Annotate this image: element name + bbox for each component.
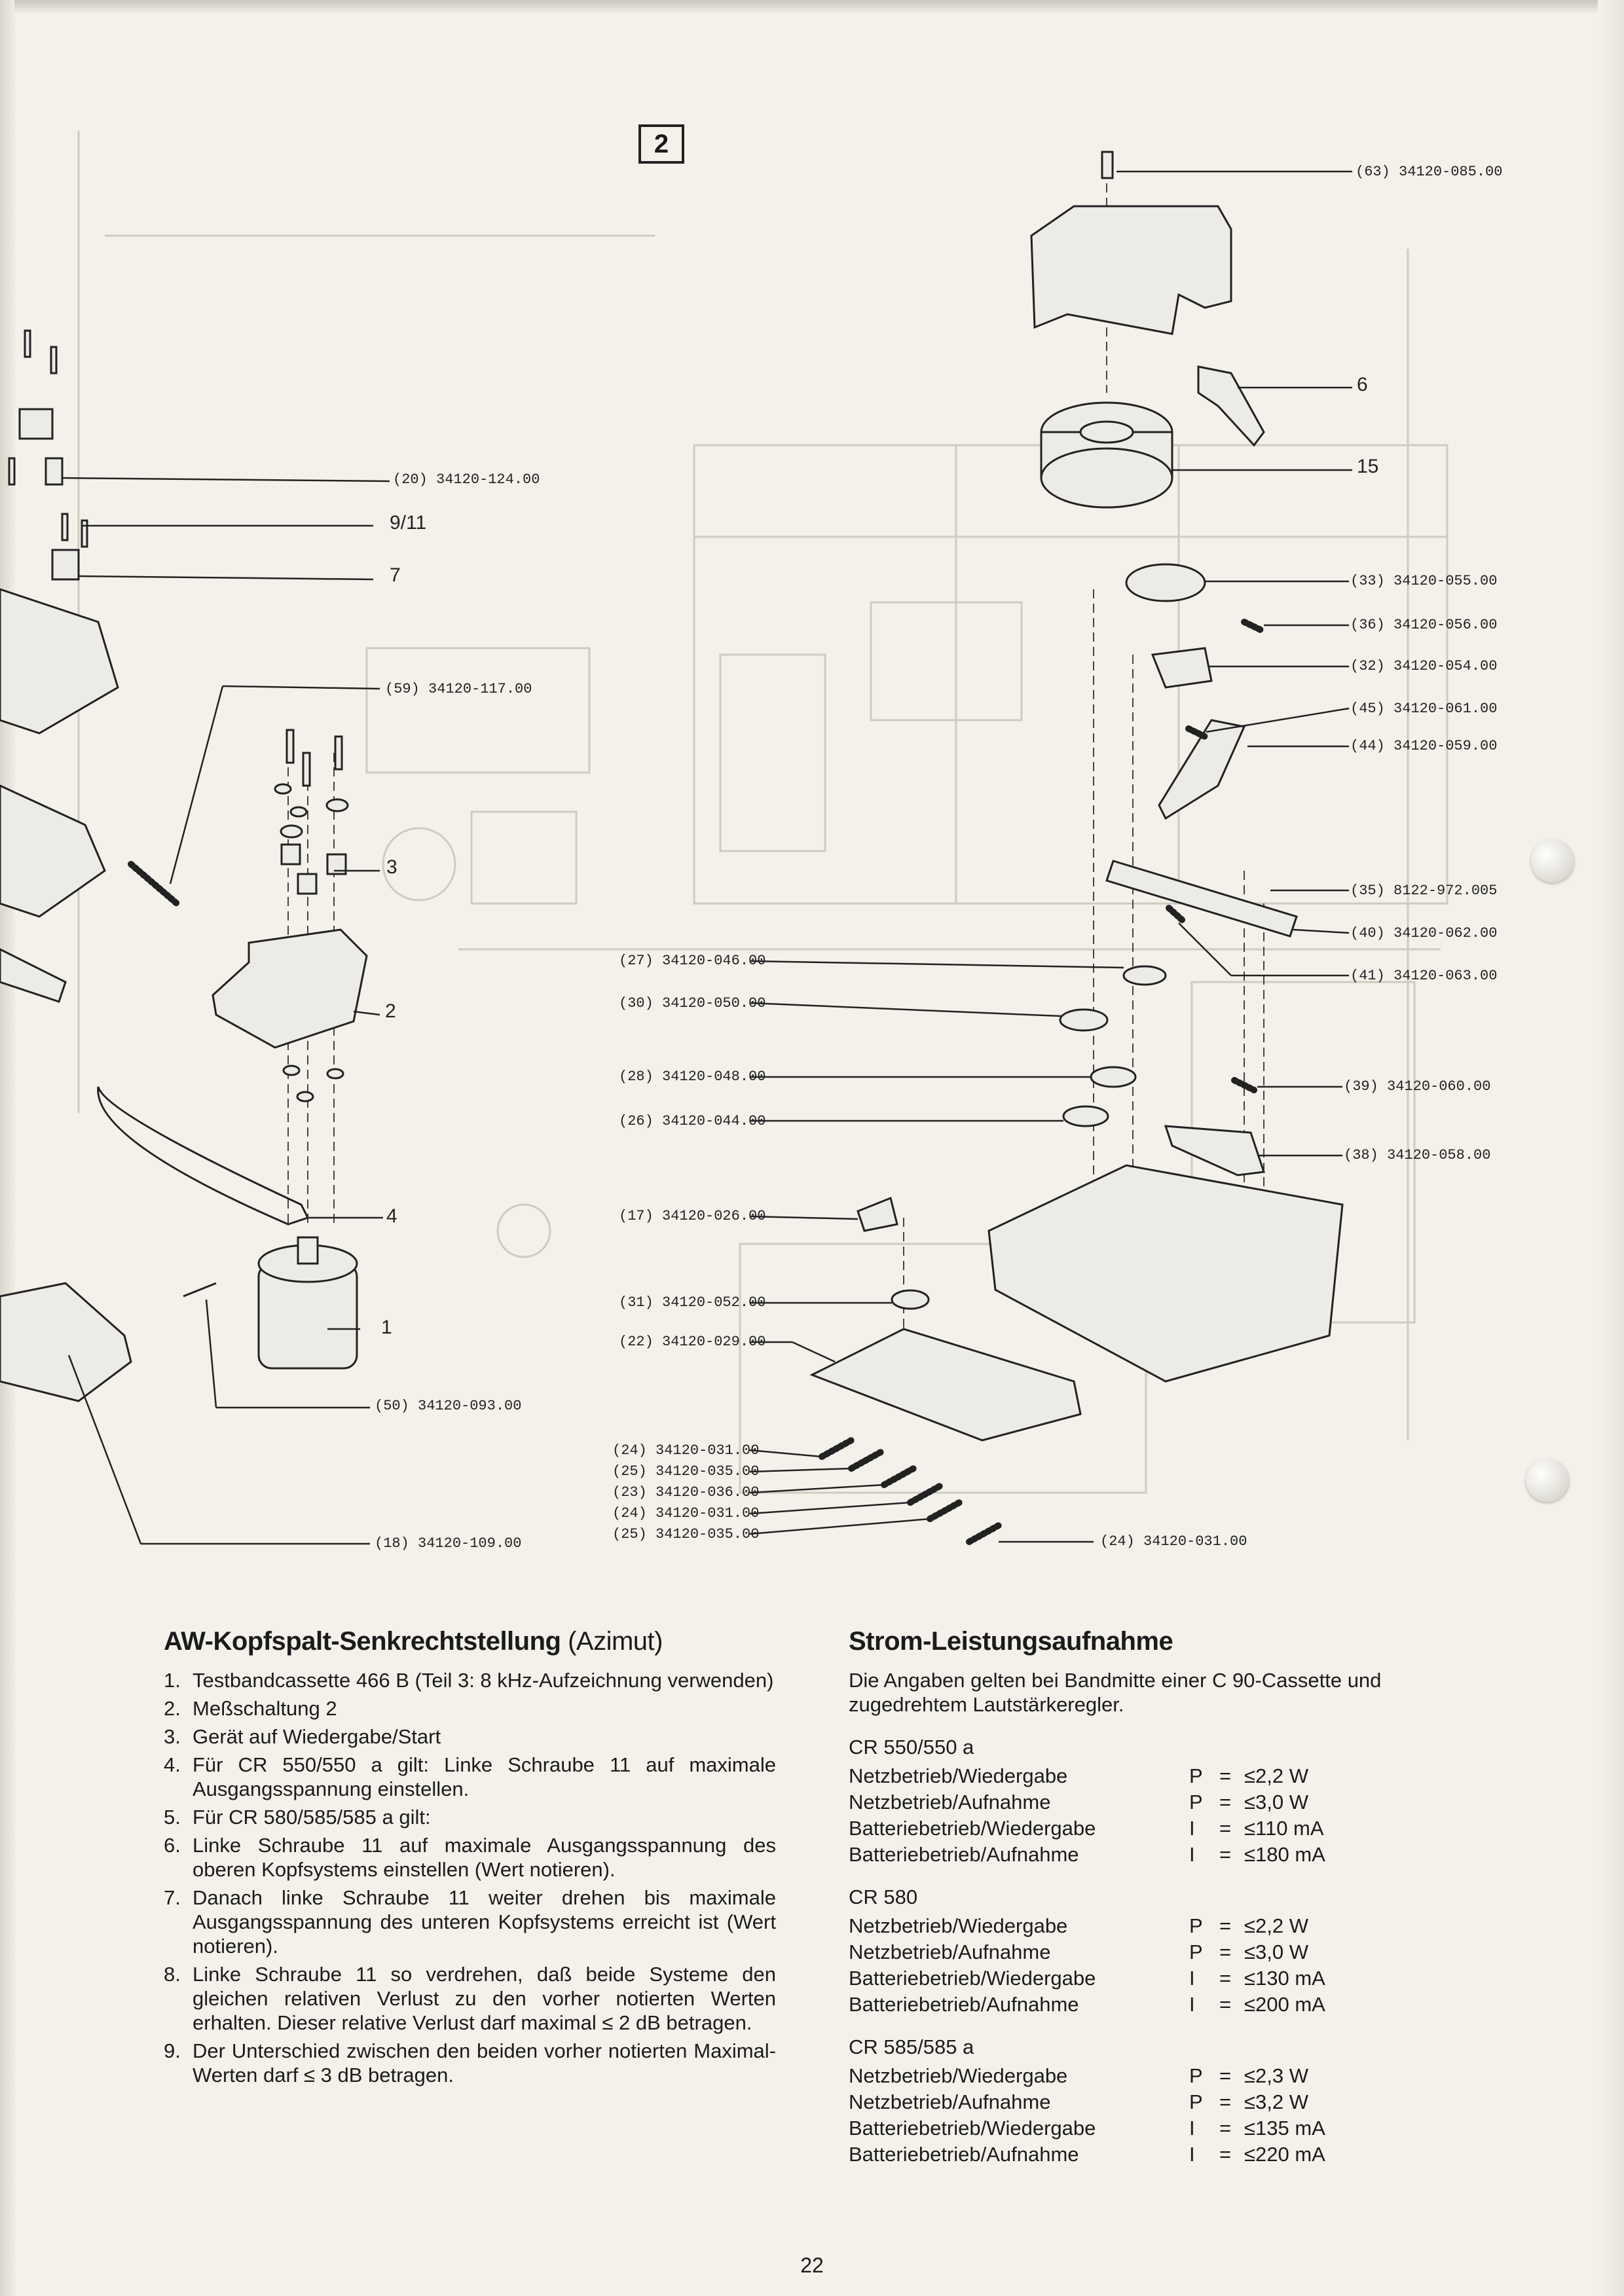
- azimuth-heading-light: (Azimut): [568, 1627, 663, 1656]
- azimuth-steps-list: [164, 1668, 776, 2087]
- callout-part-41: (41) 34120-063.00: [1350, 968, 1498, 984]
- power-row: Batteriebetrieb/Aufnahme I = ≤220 mA: [849, 2143, 1325, 2166]
- callout-part-36: (36) 34120-056.00: [1350, 617, 1498, 633]
- power-heading: Strom-Leistungsaufnahme: [849, 1627, 1173, 1656]
- callout-part-15: 15: [1357, 456, 1379, 477]
- callout-part-3: 3: [386, 856, 397, 878]
- callout-part-25-b: (25) 34120-035.00: [612, 1526, 760, 1542]
- callout-part-45: (45) 34120-061.00: [1350, 701, 1498, 717]
- callout-part-7: 7: [390, 564, 401, 586]
- power-group-cr580: [849, 1885, 1477, 2018]
- azimuth-step: 7. Danach linke Schraube 11 weiter drehen bis maximale Ausgangsspannung des unteren Kopfsystems erreicht ist (Wert notieren).: [164, 1886, 776, 1958]
- power-row: Batteriebetrieb/Aufnahme I = ≤180 mA: [849, 1843, 1325, 1866]
- callout-part-30: (30) 34120-050.00: [619, 995, 766, 1011]
- power-row: Batteriebetrieb/Wiedergabe I = ≤130 mA: [849, 1967, 1325, 1990]
- azimuth-step: 3. Gerät auf Wiedergabe/Start: [164, 1725, 441, 1748]
- power-group-cr550: [849, 1735, 1477, 1868]
- callout-part-17: (17) 34120-026.00: [619, 1208, 766, 1224]
- azimuth-step: 2. Meßschaltung 2: [164, 1697, 337, 1720]
- callout-part-9-11: 9/11: [390, 512, 427, 534]
- callout-part-28: (28) 34120-048.00: [619, 1068, 766, 1085]
- azimuth-section: [164, 1627, 776, 2091]
- azimuth-step: 5. Für CR 580/585/585 a gilt:: [164, 1806, 431, 1829]
- power-row: Netzbetrieb/Aufnahme P = ≤3,0 W: [849, 1941, 1308, 1963]
- power-row: Netzbetrieb/Aufnahme P = ≤3,0 W: [849, 1791, 1308, 1813]
- power-row: Netzbetrieb/Wiedergabe P = ≤2,2 W: [849, 1914, 1308, 1937]
- figure-number-box: 2: [638, 124, 684, 164]
- azimuth-step: 6. Linke Schraube 11 auf maximale Ausgangsspannung des oberen Kopfsystems einstellen (Wert notieren).: [164, 1834, 776, 1881]
- power-row: Batteriebetrieb/Aufnahme I = ≤200 mA: [849, 1993, 1325, 2016]
- callout-part-38: (38) 34120-058.00: [1344, 1147, 1491, 1163]
- power-row: Netzbetrieb/Wiedergabe P = ≤2,2 W: [849, 1764, 1308, 1787]
- callout-part-24-a: (24) 34120-031.00: [612, 1442, 760, 1459]
- azimuth-step: 9. Der Unterschied zwischen den beiden vorher notierten Maximal-Werten darf ≤ 3 dB betragen.: [164, 2039, 776, 2086]
- callout-part-18: (18) 34120-109.00: [375, 1535, 522, 1552]
- callout-part-24-b: (24) 34120-031.00: [612, 1505, 760, 1522]
- callout-part-22: (22) 34120-029.00: [619, 1334, 766, 1350]
- callout-part-6: 6: [1357, 374, 1368, 395]
- callout-part-63: (63) 34120-085.00: [1356, 164, 1503, 180]
- callout-part-25-a: (25) 34120-035.00: [612, 1463, 760, 1480]
- power-group-cr585: [849, 2035, 1477, 2168]
- callout-part-59: (59) 34120-117.00: [385, 681, 532, 697]
- power-row: Batteriebetrieb/Wiedergabe I = ≤110 mA: [849, 1817, 1324, 1840]
- azimuth-step: 4. Für CR 550/550 a gilt: Linke Schraube 11 auf maximale Ausgangsspannung einstellen.: [164, 1753, 776, 1800]
- power-intro: Die Angaben gelten bei Bandmitte einer C 90-Cassette und zugedrehtem Lautstärkeregler.: [849, 1669, 1382, 1716]
- azimuth-heading-bold: AW-Kopfspalt-Senkrechtstellung: [164, 1627, 561, 1656]
- callout-part-24-c: (24) 34120-031.00: [1100, 1533, 1247, 1550]
- callout-part-33: (33) 34120-055.00: [1350, 573, 1498, 589]
- power-row: Batteriebetrieb/Wiedergabe I = ≤135 mA: [849, 2117, 1325, 2140]
- azimuth-step: 1. Testbandcassette 466 B (Teil 3: 8 kHz-Aufzeichnung verwenden): [164, 1669, 774, 1692]
- callout-part-35: (35) 8122-972.005: [1350, 883, 1498, 899]
- callout-part-27: (27) 34120-046.00: [619, 953, 766, 969]
- callout-part-50: (50) 34120-093.00: [375, 1398, 522, 1414]
- model-name: CR 580: [849, 1886, 918, 1908]
- azimuth-heading: [164, 1627, 776, 1656]
- callout-part-23: (23) 34120-036.00: [612, 1484, 760, 1501]
- callout-part-44: (44) 34120-059.00: [1350, 738, 1498, 754]
- callout-part-4: 4: [386, 1205, 397, 1227]
- callout-part-31: (31) 34120-052.00: [619, 1294, 766, 1311]
- power-row: Netzbetrieb/Wiedergabe P = ≤2,3 W: [849, 2064, 1308, 2087]
- power-section: [849, 1627, 1477, 2185]
- power-row: Netzbetrieb/Aufnahme P = ≤3,2 W: [849, 2090, 1308, 2113]
- callout-part-20: (20) 34120-124.00: [393, 471, 540, 488]
- callout-part-26: (26) 34120-044.00: [619, 1113, 766, 1129]
- callout-part-32: (32) 34120-054.00: [1350, 658, 1498, 674]
- azimuth-step: 8. Linke Schraube 11 so verdrehen, daß beide Systeme den gleichen relativen Verlust zu den vorher notierten Werten erhalten. Dieser relative Verlust darf maximal ≤ 2 dB betragen.: [164, 1963, 776, 2034]
- callout-part-39: (39) 34120-060.00: [1344, 1078, 1491, 1095]
- model-name: CR 585/585 a: [849, 2035, 974, 2058]
- callout-part-40: (40) 34120-062.00: [1350, 925, 1498, 941]
- callout-part-1: 1: [381, 1317, 392, 1338]
- page-number: 22: [800, 2253, 824, 2277]
- callout-part-2: 2: [385, 1000, 396, 1022]
- model-name: CR 550/550 a: [849, 1736, 974, 1758]
